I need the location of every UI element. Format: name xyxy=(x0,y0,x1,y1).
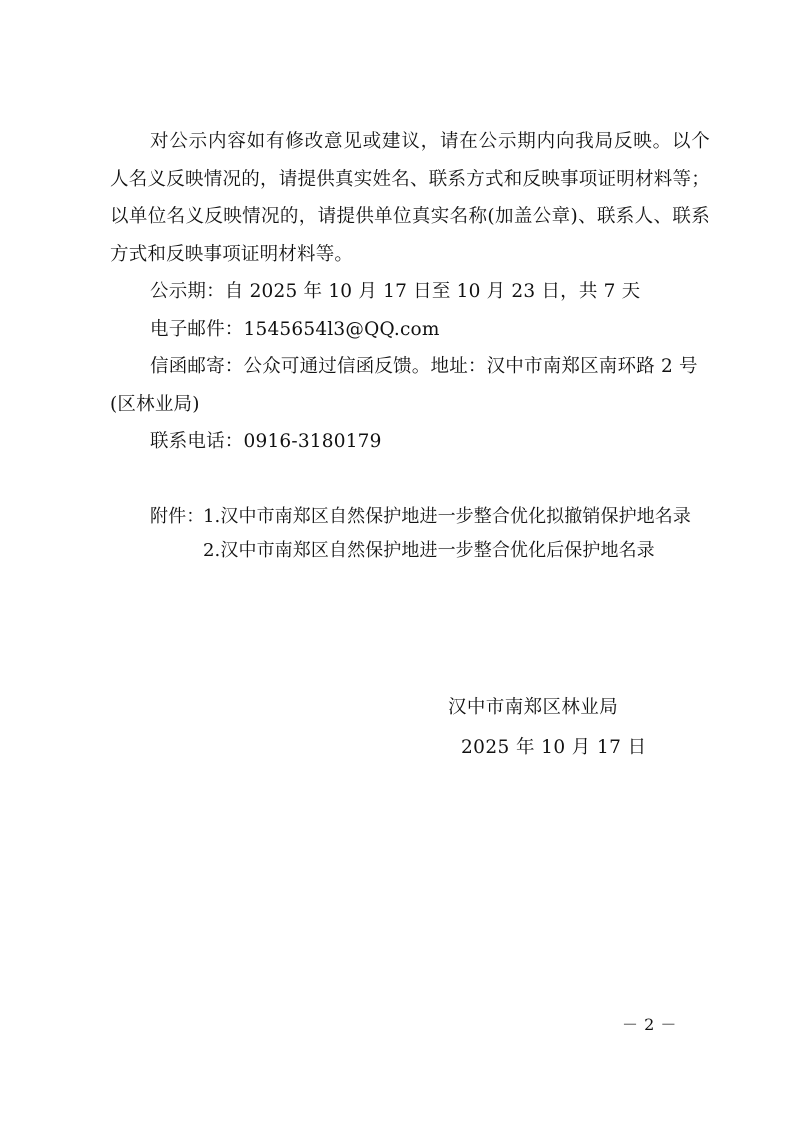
attachment-item-2: 2.汉中市南郑区自然保护地进一步整合优化后保护地名录 xyxy=(203,540,655,561)
attachments-label: 附件： xyxy=(150,506,205,527)
phone-line: 联系电话：0916-3180179 xyxy=(150,431,382,452)
attachment-item-1: 1.汉中市南郑区自然保护地进一步整合优化拟撤销保护地名录 xyxy=(203,506,691,527)
email-line: 电子邮件：1545654l3@QQ.com xyxy=(150,319,440,340)
feedback-paragraph: 对公示内容如有修改意见或建议，请在公示期内向我局反映。以个人名义反映情况的，请提供真实姓名、联系方式和反映事项证明材料等；以单位名义反映情况的，请提供单位真实名称(加盖公章)、联系人、联系方式和反映事项证明材料等。 xyxy=(110,131,710,265)
page-number: － 2 － xyxy=(622,1015,677,1034)
notice-period: 公示期：自 2025 年 10 月 17 日至 10 月 23 日，共 7 天 xyxy=(150,281,641,302)
signature-date: 2025 年 10 月 17 日 xyxy=(461,737,647,758)
signature-organization: 汉中市南郑区林业局 xyxy=(448,697,619,718)
mail-address-paragraph: 信函邮寄：公众可通过信函反馈。地址：汉中市南郑区南环路 2 号(区林业局) xyxy=(110,356,698,415)
